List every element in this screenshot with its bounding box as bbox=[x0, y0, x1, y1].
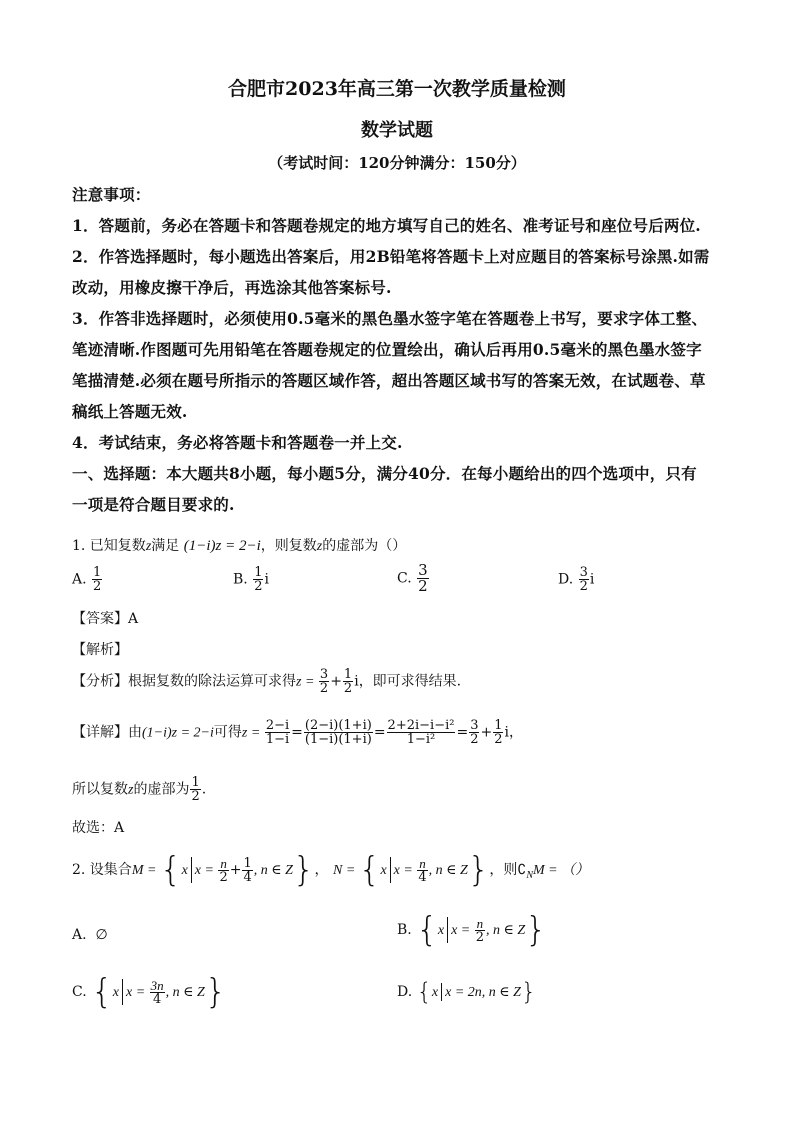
fraction bbox=[319, 668, 329, 695]
left-brace: { bbox=[91, 972, 113, 1012]
left-brace: { bbox=[416, 978, 432, 1006]
left-brace: { bbox=[416, 910, 438, 950]
answer-value: A bbox=[128, 611, 139, 627]
page-title: 合肥市2023年高三第一次教学质量检测 bbox=[228, 78, 566, 100]
q1-stem-text-2: 满足 bbox=[151, 538, 180, 554]
fraction: $\frac{3n}{4}$ bbox=[150, 977, 164, 1007]
q1-var-z: z bbox=[145, 539, 152, 554]
note-3-line-1: 3．作答非选择题时，必须使用0.5毫米的黑色墨水签字笔在答题卷上书写，要求字体工整、 bbox=[72, 309, 708, 328]
detail-text: 由 bbox=[128, 724, 142, 741]
fraction bbox=[343, 668, 353, 695]
right-brace: } bbox=[467, 850, 490, 890]
plus: + bbox=[229, 862, 242, 878]
detail-tag: 【详解】 bbox=[72, 724, 128, 741]
denominator: 2 bbox=[319, 681, 329, 696]
option-label: C. bbox=[72, 984, 87, 1000]
q1-answer bbox=[72, 608, 138, 628]
q2-option-b bbox=[397, 910, 547, 950]
q1-choose: 故选：A bbox=[72, 820, 125, 836]
detail-equation: (1−i)z = 2−i bbox=[142, 725, 214, 741]
numerator: 3 bbox=[579, 565, 588, 580]
numerator: 1 bbox=[254, 565, 263, 580]
numerator: 1 bbox=[93, 565, 102, 580]
period: . bbox=[201, 781, 207, 798]
numerator: 1 bbox=[343, 667, 353, 682]
numerator: n bbox=[419, 855, 426, 871]
set-d-condition: x = 2n, n ∈ Z bbox=[445, 985, 521, 1000]
numerator: 3 bbox=[319, 667, 329, 682]
fenxi-text-2: ，即可求得结果. bbox=[358, 673, 462, 690]
q2-option-a bbox=[72, 927, 108, 943]
note-3-line-2: 笔迹清晰.作图题可先用铅笔在答题卷规定的位置绘出，确认后再用0.5毫米的黑色墨水签字 bbox=[72, 340, 702, 359]
note-4: 4．考试结束，务必将答题卡和答题卷一并上交. bbox=[72, 433, 403, 452]
var-x: x bbox=[380, 863, 387, 878]
var-x: x bbox=[431, 985, 439, 1000]
imag-unit: i bbox=[589, 571, 595, 588]
fraction bbox=[469, 719, 479, 746]
n-in-z: , n ∈ Z bbox=[165, 985, 205, 1000]
fraction: $\frac{1}{4}$ bbox=[243, 855, 252, 885]
page-subtitle: 数学试题 bbox=[361, 120, 433, 141]
numerator: 2+2i−i−i² bbox=[387, 718, 455, 733]
q2-stem: 2. 设集合M = {x x = $\frac{n}{2}$ + $\frac{1}{4}$ , n ∈ Z}， N = {x x = $\frac{n}{4}$ , n ∈ Z}，则$∁_NM$ = （） bbox=[72, 850, 590, 890]
var-z: z bbox=[128, 782, 134, 798]
q2-option-d bbox=[397, 980, 536, 1004]
option-label: B. bbox=[397, 922, 412, 938]
detail-z: z = bbox=[241, 725, 264, 741]
fraction bbox=[253, 566, 263, 593]
q1-stem bbox=[72, 535, 406, 555]
q1-stem-text: 1. 已知复数 bbox=[72, 538, 146, 554]
numerator: (2−i)(1+i) bbox=[304, 718, 372, 733]
imag-unit: i bbox=[354, 673, 359, 690]
var-x: x bbox=[112, 985, 119, 1000]
q2-option-c bbox=[72, 972, 227, 1012]
q1-option-a bbox=[72, 566, 103, 593]
complement-sub: N bbox=[526, 869, 533, 881]
x-equals: x = bbox=[451, 923, 474, 938]
set-bar bbox=[441, 983, 442, 1001]
denominator: 1−i bbox=[265, 732, 290, 747]
denominator: 2 bbox=[343, 681, 353, 696]
numerator: 2−i bbox=[265, 718, 290, 733]
notes-heading: 注意事项： bbox=[72, 185, 151, 204]
numerator: 3 bbox=[470, 718, 479, 733]
fraction bbox=[387, 719, 456, 746]
q1-stem-text-4: 的虚部为（） bbox=[322, 538, 407, 554]
q1-option-b bbox=[233, 566, 269, 593]
option-label: A. bbox=[72, 927, 87, 943]
denominator: 2 bbox=[418, 577, 428, 595]
q1-option-c bbox=[397, 563, 430, 594]
right-brace: } bbox=[525, 910, 547, 950]
note-2-line-1: 2．作答选择题时，每小题选出答案后，用2B铅笔将答题卡上对应题目的答案标号涂黑.如需 bbox=[72, 247, 710, 266]
section-heading-line-2: 一项是符合题目要求的. bbox=[72, 495, 235, 514]
fraction bbox=[493, 719, 503, 746]
denominator: 2 bbox=[254, 579, 263, 594]
detail-text-2: 可得 bbox=[213, 724, 242, 741]
conclusion-text: 所以复数 bbox=[72, 781, 128, 798]
q1-detail: 【详解】由(1−i)z = 2−i可得z = $\frac{2-i}{1-i}$ = $\frac{(2-i)(1+i)}{(1-i)(1+i)}$ = $\frac{\text{2+2i−i−i²}}{\text{1−i²}}$ = $\frac{3}{2}$ + $\frac{1}{2}$ i， bbox=[72, 718, 523, 747]
denominator: 2 bbox=[191, 789, 200, 804]
numerator: 1 bbox=[494, 718, 503, 733]
q2-stem-text-2: ，则 bbox=[489, 862, 518, 878]
fraction bbox=[190, 776, 200, 803]
x-equals: x = bbox=[125, 985, 149, 1000]
q2-stem-text: 2. 设集合 bbox=[72, 862, 132, 878]
right-brace: } bbox=[520, 978, 537, 1006]
option-label: D. bbox=[397, 984, 413, 1000]
note-3-line-4: 稿纸上答题无效. bbox=[72, 402, 188, 421]
option-label: C. bbox=[397, 570, 412, 587]
answer-tag: 【答案】 bbox=[72, 611, 128, 627]
x-equals: x = bbox=[194, 863, 218, 878]
q2-stem-text-3: M = （） bbox=[533, 863, 590, 878]
conclusion-text-2: 的虚部为 bbox=[133, 781, 190, 798]
numerator: 3 bbox=[418, 561, 428, 579]
q1-option-d bbox=[558, 566, 594, 593]
var-x: x bbox=[181, 863, 188, 878]
empty-set: ∅ bbox=[95, 927, 108, 943]
fraction bbox=[92, 566, 102, 593]
exam-info: （考试时间：120分钟满分：150分） bbox=[268, 154, 526, 172]
numerator: n bbox=[476, 915, 484, 931]
note-2-line-2: 改动，用橡皮擦干净后，再选涂其他答案标号. bbox=[72, 278, 392, 297]
fenxi-tag: 【分析】 bbox=[72, 673, 128, 690]
denominator: 2 bbox=[494, 732, 503, 747]
set-bar bbox=[122, 979, 123, 1005]
q1-fenxi: 【分析】根据复数的除法运算可求得z = $\frac{3}{2}$ + $\frac{1}{2}$ i，即可求得结果. bbox=[72, 667, 462, 696]
imag-unit: i bbox=[504, 724, 509, 741]
n-in-z: , n ∈ Z bbox=[486, 923, 526, 938]
fenxi-text: 根据复数的除法运算可求得 bbox=[128, 673, 296, 690]
denominator: 1−i² bbox=[406, 732, 436, 747]
set-n-name: N = bbox=[333, 863, 359, 878]
denominator: 2 bbox=[219, 869, 228, 885]
right-brace: } bbox=[292, 850, 315, 890]
var-x: x bbox=[437, 923, 445, 938]
set-bar bbox=[390, 857, 391, 883]
fraction bbox=[417, 563, 429, 594]
n-in-z: , n ∈ Z bbox=[253, 863, 293, 878]
imag-unit: i bbox=[264, 571, 269, 588]
denominator: 2 bbox=[470, 732, 479, 747]
denominator: 2 bbox=[93, 579, 102, 594]
numerator: 1 bbox=[191, 775, 200, 790]
q1-conclusion bbox=[72, 776, 206, 803]
note-3-line-3: 笔描清楚.必须在题号所指示的答题区域作答，超出答题区域书写的答案无效，在试题卷、草 bbox=[72, 371, 706, 390]
right-brace: } bbox=[204, 972, 227, 1012]
numerator: 3n bbox=[150, 977, 164, 993]
set-bar bbox=[191, 857, 192, 883]
q1-var-z-2: z bbox=[316, 539, 323, 554]
denominator: 2 bbox=[579, 579, 588, 594]
fraction bbox=[579, 566, 589, 593]
fraction bbox=[218, 857, 228, 884]
fenxi-equation: z = bbox=[296, 674, 318, 690]
option-label: D. bbox=[558, 571, 574, 588]
section-heading-line-1: 一、选择题：本大题共8小题，每小题5分，满分40分．在每小题给出的四个选项中，只有 bbox=[72, 464, 697, 483]
fraction bbox=[475, 917, 485, 944]
set-m-name: M = bbox=[131, 863, 160, 878]
fraction: $\frac{n}{4}$ bbox=[418, 855, 427, 885]
fraction bbox=[304, 719, 373, 746]
note-1: 1．答题前，务必在答题卡和答题卷规定的地方填写自己的姓名、准考证号和座位号后两位. bbox=[72, 216, 701, 235]
q1-analysis-tag: 【解析】 bbox=[72, 642, 128, 658]
denominator: 2 bbox=[475, 929, 485, 945]
set-bar bbox=[447, 917, 448, 943]
left-brace: { bbox=[358, 850, 381, 890]
option-label: A. bbox=[72, 571, 87, 588]
fraction bbox=[265, 719, 290, 746]
option-label: B. bbox=[233, 571, 248, 588]
left-brace: { bbox=[159, 850, 182, 890]
denominator: (1−i)(1+i) bbox=[304, 732, 372, 747]
q1-equation: (1−i)z = 2−i bbox=[183, 538, 261, 554]
numerator: n bbox=[220, 855, 227, 871]
x-equals: x = bbox=[393, 863, 417, 878]
complement-symbol: ∁ bbox=[517, 862, 527, 878]
n-in-z: , n ∈ Z bbox=[428, 863, 468, 878]
q1-stem-text-3: ，则复数 bbox=[260, 538, 317, 554]
